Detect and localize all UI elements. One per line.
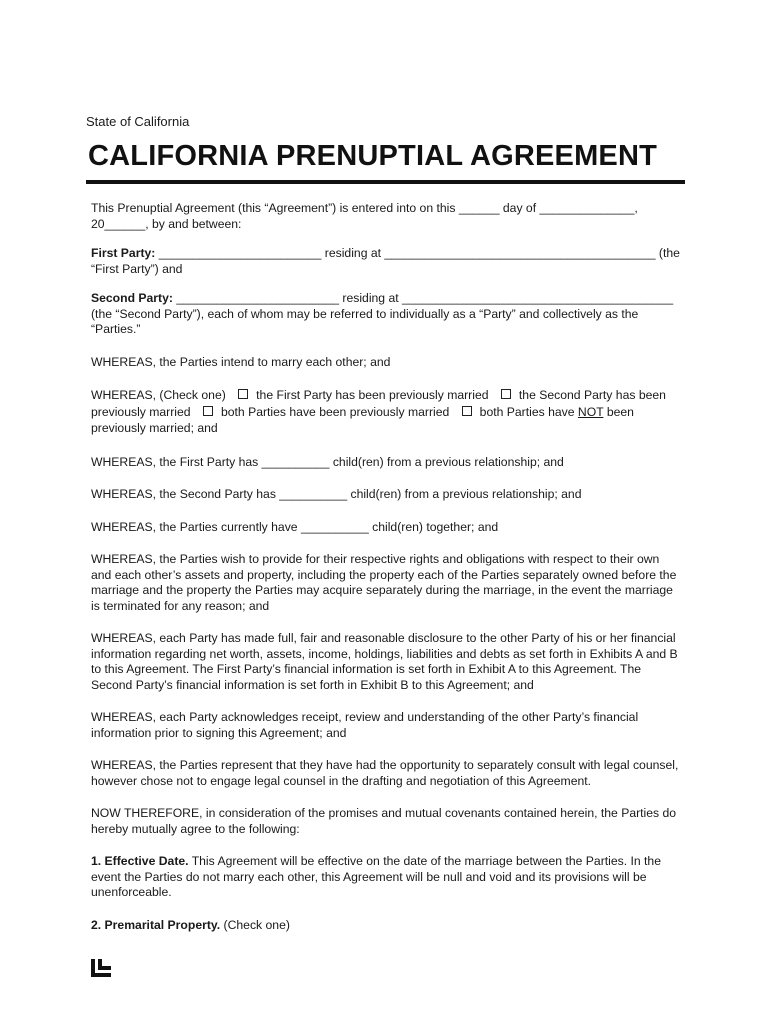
whereas-counsel: WHEREAS, the Parties represent that they have had the opportunity to separately consult with legal counsel, however chose not to engage legal counsel in the drafting and negotiation of this Agreement. [91,758,679,788]
second-party-paragraph [91,291,683,338]
first-party-label: First Party: [91,246,156,260]
document-title: CALIFORNIA PRENUPTIAL AGREEMENT [88,140,658,172]
section-1-heading: 1. Effective Date. [91,854,189,868]
check-one-lead: WHEREAS, (Check one) [91,388,226,402]
brand-logo-icon [91,959,111,977]
checkbox-both-married[interactable] [203,406,213,416]
intro-paragraph: This Prenuptial Agreement (this “Agreement”) is entered into on this ______ day of ______________, 20______, by and between: [91,201,638,231]
option-both-not-married-post: been previously married; and [91,404,634,435]
state-label: State of California [86,114,190,129]
whereas-children-first: WHEREAS, the First Party has __________ child(ren) from a previous relationship; and [91,454,564,469]
whereas-rights: WHEREAS, the Parties wish to provide for their respective rights and obligations with respect to their own and each other’s assets and property, including the property each of the Parties separately owned before the marriage and the property the Parties may acquire separately during the marriage, in the event the marriage is terminated for any reason; and [91,552,677,613]
whereas-marry: WHEREAS, the Parties intend to marry each other; and [91,354,391,369]
section-1-text: This Agreement will be effective on the date of the marriage between the Parties. In the event the Parties do not marry each other, this Agreement will be null and void and its provisions will be unenforceable. [91,854,661,899]
section-effective-date [91,854,683,901]
whereas-disclosure: WHEREAS, each Party has made full, fair and reasonable disclosure to the other Party of his or her financial information regarding net worth, assets, income, holdings, liabilities and debts as set forth in Exhibits A and B to this Agreement. The First Party’s financial information is set forth in Exhibit A to this Agreement. The Second Party’s financial information is set forth in Exhibit B to this Agreement; and [91,631,678,692]
option-both-not-married-pre: both Parties have [479,404,578,419]
option-first-party-married: the First Party has been previously married [256,388,489,402]
first-party-paragraph [91,246,683,277]
checkbox-both-not-married[interactable] [462,406,472,416]
checkbox-first-party-married[interactable] [238,389,248,399]
title-divider [86,180,685,184]
whereas-children-second: WHEREAS, the Second Party has __________ child(ren) from a previous relationship; and [91,487,582,501]
checkbox-second-party-married[interactable] [501,389,511,399]
section-2-heading: 2. Premarital Property. [91,917,221,932]
document-body [91,201,683,933]
whereas-previously-married [91,387,683,437]
section-premarital-property [91,918,683,934]
option-second-party-married: the Second Party has been previously married [91,388,666,419]
first-party-text: ________________________ residing at ________________________________________ (the “First Party”) and [91,246,680,276]
option-both-married: both Parties have been previously married [220,404,450,419]
section-2-text: (Check one) [220,917,290,932]
second-party-text: ________________________ residing at ________________________________________ (the “Second Party”), each of whom may be referred to individually as a “Party” and collectively as the “Parties.” [91,291,674,336]
second-party-label: Second Party: [91,291,173,305]
whereas-receipt: WHEREAS, each Party acknowledges receipt, review and understanding of the other Party’s financial information prior to signing this Agreement; and [91,710,639,740]
option-not-emphasis: NOT [577,404,604,419]
now-therefore: NOW THEREFORE, in consideration of the promises and mutual covenants contained herein, the Parties do hereby mutually agree to the following: [91,806,677,836]
whereas-children-together: WHEREAS, the Parties currently have __________ child(ren) together; and [91,519,499,534]
